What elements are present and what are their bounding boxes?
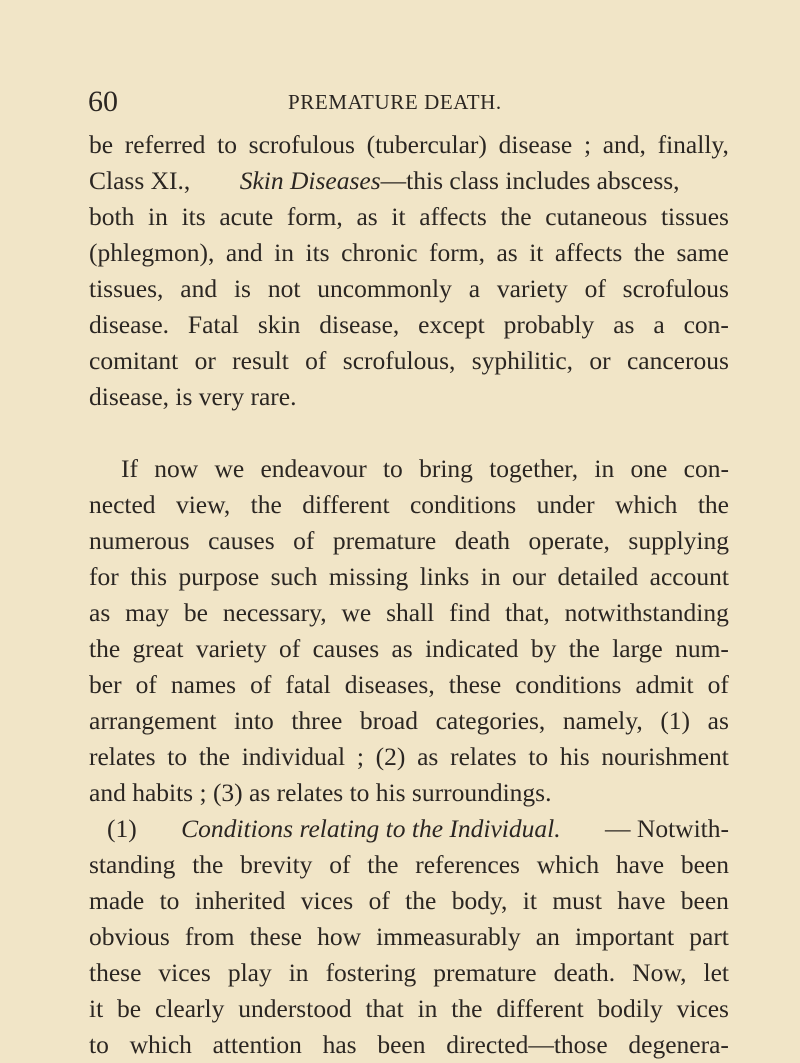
word: scrofulous xyxy=(248,130,355,159)
text-line xyxy=(89,307,729,343)
word: together, xyxy=(489,454,579,483)
word: it xyxy=(522,886,537,915)
word: premature xyxy=(433,958,537,987)
italic-term: Skin Diseases xyxy=(239,166,381,195)
text-line xyxy=(89,739,729,775)
text-line xyxy=(89,1027,729,1063)
word: detailed xyxy=(557,562,639,591)
word: one xyxy=(630,454,668,483)
word: as xyxy=(613,310,635,339)
word: body, xyxy=(451,886,508,915)
text-line xyxy=(89,883,729,919)
text-run: Class XI., xyxy=(89,166,191,195)
word: to xyxy=(159,886,180,915)
word: different xyxy=(302,490,390,519)
word: standing xyxy=(89,850,176,879)
word: or xyxy=(589,346,611,375)
word: con- xyxy=(683,310,729,339)
text-line xyxy=(89,379,729,415)
word: in xyxy=(274,238,294,267)
word: a xyxy=(653,310,665,339)
text-line xyxy=(89,127,729,163)
word: in xyxy=(148,202,168,231)
word: categories, xyxy=(435,706,546,735)
text-run: and habits ; (3) as relates to his surroundings. xyxy=(89,778,552,807)
word: result xyxy=(232,346,289,375)
word: variety xyxy=(496,274,568,303)
word: into xyxy=(234,706,274,735)
word: attention xyxy=(212,1030,302,1059)
word: a xyxy=(468,274,481,303)
word: the xyxy=(250,490,282,519)
word: death. xyxy=(553,958,616,987)
text-run: (1) xyxy=(107,814,137,843)
text-line xyxy=(89,451,729,487)
word: both xyxy=(89,202,135,231)
word: of xyxy=(329,850,351,879)
word: missing xyxy=(328,562,409,591)
word: must xyxy=(552,886,602,915)
word: nected xyxy=(89,490,156,519)
word: of xyxy=(135,670,157,699)
text-line xyxy=(89,955,729,991)
word: causes xyxy=(208,526,275,555)
word: to xyxy=(382,454,403,483)
word: syphilitic, xyxy=(471,346,574,375)
word: be xyxy=(117,994,142,1023)
word: as xyxy=(391,634,413,663)
word: its xyxy=(181,202,206,231)
word: be xyxy=(183,598,208,627)
body-text xyxy=(89,127,729,1063)
word: uncommonly xyxy=(317,274,452,303)
word: immeasurably xyxy=(376,922,521,951)
word: been xyxy=(377,1030,426,1059)
word: three xyxy=(291,706,343,735)
word: probably xyxy=(503,310,595,339)
word: conditions xyxy=(515,670,622,699)
word: account xyxy=(649,562,729,591)
word: form, xyxy=(429,238,485,267)
word: directed—those xyxy=(446,1030,608,1059)
word: supplying xyxy=(628,526,729,555)
word: notwithstanding xyxy=(564,598,729,627)
word: under xyxy=(536,490,595,519)
word: chronic xyxy=(341,238,418,267)
word: made xyxy=(89,886,145,915)
word: con- xyxy=(683,454,729,483)
word: we xyxy=(214,454,245,483)
word: important xyxy=(574,922,675,951)
word: necessary, xyxy=(222,598,327,627)
text-line xyxy=(89,631,729,667)
word: have xyxy=(617,886,666,915)
word: the xyxy=(405,886,437,915)
word: (phlegmon), xyxy=(89,238,215,267)
page-header xyxy=(88,84,718,120)
word: cancerous xyxy=(626,346,729,375)
word: these xyxy=(89,958,142,987)
word: variety xyxy=(195,634,267,663)
word: by xyxy=(530,634,557,663)
word: in xyxy=(417,994,438,1023)
word: (2) xyxy=(375,742,406,771)
word: vices xyxy=(676,994,729,1023)
word: the xyxy=(89,634,121,663)
word: individual xyxy=(241,742,346,771)
word: these xyxy=(249,922,302,951)
text-line xyxy=(89,163,729,199)
text-line xyxy=(89,199,729,235)
word: arrangement xyxy=(89,706,217,735)
word: causes xyxy=(312,634,380,663)
word: the xyxy=(633,238,665,267)
word: endeavour xyxy=(260,454,367,483)
word: scrofulous, xyxy=(342,346,456,375)
word: affects xyxy=(419,202,487,231)
word: finally, xyxy=(657,130,729,159)
word: vices xyxy=(158,958,211,987)
word: death xyxy=(454,526,510,555)
word: which xyxy=(129,1030,192,1059)
word: to xyxy=(89,1030,109,1059)
word: of xyxy=(278,634,301,663)
word: be xyxy=(89,130,114,159)
text-line xyxy=(89,811,729,847)
word: in xyxy=(480,562,501,591)
text-line xyxy=(89,775,729,811)
word: that, xyxy=(505,598,550,627)
word: as xyxy=(496,238,518,267)
word: and, xyxy=(602,130,646,159)
text-line xyxy=(89,595,729,631)
word: premature xyxy=(332,526,437,555)
text-line xyxy=(89,667,729,703)
word: of xyxy=(707,670,729,699)
word: it xyxy=(89,994,104,1023)
text-run: disease, is very rare. xyxy=(89,382,297,411)
word: the xyxy=(568,634,600,663)
word: as xyxy=(356,202,378,231)
word: and xyxy=(225,238,263,267)
word: our xyxy=(512,562,547,591)
word: or xyxy=(194,346,216,375)
word: cutaneous xyxy=(545,202,648,231)
word: clearly xyxy=(155,994,225,1023)
text-line xyxy=(89,847,729,883)
word: fatal xyxy=(285,670,331,699)
word: which xyxy=(536,850,600,879)
word: brevity xyxy=(240,850,313,879)
word: relates xyxy=(450,742,517,771)
word: not xyxy=(267,274,301,303)
word: that xyxy=(365,994,404,1023)
page-number: 60 xyxy=(88,85,118,118)
word: in xyxy=(594,454,615,483)
word: from xyxy=(184,922,235,951)
word: understood xyxy=(238,994,352,1023)
word: tissues xyxy=(660,202,729,231)
word: his xyxy=(559,742,590,771)
word: ; xyxy=(356,742,364,771)
word: tissues, xyxy=(89,274,164,303)
word: scrofulous xyxy=(622,274,729,303)
word: to xyxy=(167,742,188,771)
word: Now, xyxy=(632,958,687,987)
word: broad xyxy=(359,706,418,735)
word: view, xyxy=(175,490,231,519)
word: as xyxy=(417,742,439,771)
word: how xyxy=(317,922,362,951)
word: comitant xyxy=(89,346,179,375)
word: shall xyxy=(386,598,435,627)
word: has xyxy=(322,1030,357,1059)
word: find xyxy=(449,598,491,627)
word: for xyxy=(89,562,119,591)
word: ber xyxy=(89,670,122,699)
word: numerous xyxy=(89,526,190,555)
word: disease, xyxy=(319,310,400,339)
text-line xyxy=(89,703,729,739)
text-line xyxy=(89,523,729,559)
word: of xyxy=(293,526,315,555)
word: admit xyxy=(635,670,694,699)
word: is xyxy=(233,274,251,303)
text-line xyxy=(89,235,729,271)
word: degenera- xyxy=(628,1030,729,1059)
text-line xyxy=(89,559,729,595)
running-head: PREMATURE DEATH. xyxy=(288,90,502,114)
word: to xyxy=(217,130,237,159)
word: references xyxy=(415,850,520,879)
word: different xyxy=(496,994,584,1023)
word: disease xyxy=(498,130,573,159)
text-line xyxy=(89,271,729,307)
word: of xyxy=(584,274,606,303)
text-line xyxy=(89,991,729,1027)
word: been xyxy=(680,850,729,879)
word: affects xyxy=(554,238,623,267)
word: the xyxy=(697,490,729,519)
word: have xyxy=(615,850,665,879)
text-line xyxy=(89,343,729,379)
word: diseases, xyxy=(344,670,435,699)
word: such xyxy=(270,562,318,591)
word: form, xyxy=(286,202,343,231)
word: this xyxy=(130,562,168,591)
word: play xyxy=(227,958,272,987)
word: great xyxy=(132,634,184,663)
word: inherited xyxy=(194,886,286,915)
word: conditions xyxy=(409,490,517,519)
word: the xyxy=(500,202,532,231)
word: skin xyxy=(257,310,301,339)
word: to xyxy=(528,742,549,771)
word: it xyxy=(529,238,544,267)
word: its xyxy=(305,238,330,267)
text-run xyxy=(240,163,680,199)
word: relates xyxy=(89,742,156,771)
word: obvious xyxy=(89,922,170,951)
word: which xyxy=(615,490,678,519)
word: these xyxy=(448,670,502,699)
word: part xyxy=(689,922,729,951)
word: Fatal xyxy=(187,310,239,339)
word: of xyxy=(305,346,327,375)
text-line xyxy=(89,487,729,523)
word: fostering xyxy=(325,958,417,987)
word: referred xyxy=(124,130,206,159)
word: indicated xyxy=(425,634,519,663)
word: in xyxy=(288,958,309,987)
word: and xyxy=(180,274,218,303)
word: operate, xyxy=(528,526,610,555)
text-run: —this class includes abscess, xyxy=(380,166,680,195)
word: of xyxy=(368,886,390,915)
word: been xyxy=(680,886,729,915)
word: bring xyxy=(419,454,473,483)
word: (tubercular) xyxy=(366,130,487,159)
word: of xyxy=(250,670,272,699)
word: may xyxy=(125,598,170,627)
word: let xyxy=(703,958,729,987)
word: an xyxy=(535,922,560,951)
word: links xyxy=(419,562,470,591)
word: the xyxy=(198,742,230,771)
word: purpose xyxy=(178,562,260,591)
word: the xyxy=(367,850,399,879)
word: disease. xyxy=(89,310,170,339)
word: (1) xyxy=(660,706,691,735)
word: the xyxy=(451,994,483,1023)
word: we xyxy=(341,598,372,627)
word: the xyxy=(192,850,224,879)
word: except xyxy=(418,310,485,339)
word: num- xyxy=(675,634,729,663)
word: names xyxy=(170,670,237,699)
word: as xyxy=(89,598,111,627)
word: vices xyxy=(300,886,354,915)
word: large xyxy=(612,634,663,663)
text-line xyxy=(89,919,729,955)
word: bodily xyxy=(597,994,663,1023)
word: as xyxy=(707,706,729,735)
word: now xyxy=(154,454,199,483)
section-heading: Conditions relating to the Individual. xyxy=(181,814,561,843)
word: it xyxy=(391,202,406,231)
word: acute xyxy=(219,202,274,231)
word: namely, xyxy=(562,706,643,735)
word: same xyxy=(676,238,729,267)
word: If xyxy=(121,454,138,483)
text-run: — Notwith- xyxy=(605,814,729,843)
word: ; xyxy=(583,130,592,159)
word: nourishment xyxy=(601,742,729,771)
